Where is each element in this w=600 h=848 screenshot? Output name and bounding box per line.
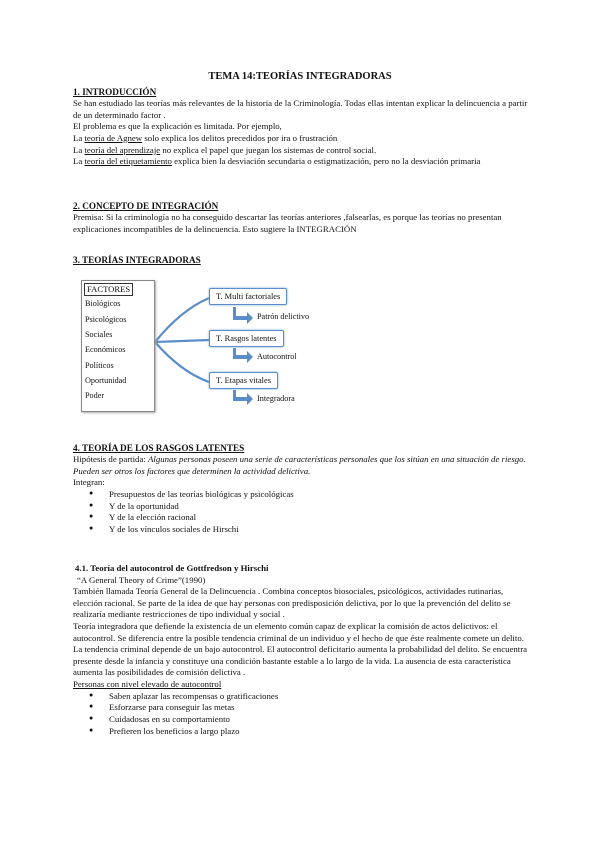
paragraph: El problema es que la explicación es limitada. Por ejemplo,: [73, 121, 282, 132]
factor-item: Sociales: [85, 329, 113, 339]
factor-item: Políticos: [85, 360, 114, 370]
factor-item: Biológicos: [85, 299, 121, 309]
theory-box-multifactoriales: T. Multi factoriales: [209, 288, 287, 305]
hypothesis: Hipótesis de partida: Algunas personas poseen una serie de características personales que los sitúan en una situación de riesgo. Pueden ser otros los factores que determinen la actividad delictiva.: [73, 454, 526, 476]
output-label: Autocontrol: [257, 352, 297, 361]
paragraph: La teoría del etiquetamiento explica bien la desviación secundaria o estigmatización, pero no la desviación primaria: [73, 156, 481, 167]
factors-box: [81, 280, 155, 412]
list-item: ● Prefieren los beneficios a largo plazo: [73, 726, 531, 738]
output-label: Integradora: [257, 394, 295, 403]
factor-item: Psicológicos: [85, 314, 127, 324]
subsection-heading: 4.1. Teoría del autocontrol de Gottfredson y Hirschi: [75, 563, 269, 573]
paragraph: Premisa: Si la criminología no ha conseguido descartar las teorías anteriores ,falsearlas, es porque las teorías no presentan explicaciones incompatibles de la delincuencia. Esto sugiere la INTEGRACIÓN: [73, 212, 502, 234]
theory-reference: teoría del aprendizaje: [84, 144, 161, 155]
autocontrol-list: [73, 691, 531, 737]
theory-reference: teoría del etiquetamiento: [84, 156, 172, 167]
page-title: TEMA 14:TEORÍAS INTEGRADORAS: [208, 71, 392, 82]
list-item: ● Presupuestos de las teorías biológicas y psicológicas: [73, 489, 531, 501]
output-label: Patrón delictivo: [257, 312, 310, 321]
paragraph: Se han estudiado las teorías más relevantes de la historia de la Criminología. Todas ellas intentan explicar la delincuencia a partir de un determinado factor .: [73, 98, 528, 120]
paragraph: Teoría integradora que defiende la existencia de un elemento común capaz de explicar la comisión de actos delictivos: el autocontrol. Se diferencia entre la posible tendencia criminal de un individuo y el hecho de que éste realmente comete un delito. La tendencia criminal depende de un bajo autocontrol. El autocontrol deficitario aumenta la probabilidad del delito. Se encuentra presente desde la infancia y constituye una condición bastante estable a lo largo de la vida. La ausencia de esta característica aumenta las posibilidades de comisión delictiva .: [73, 621, 528, 678]
paragraph: La teoría de Agnew solo explica los delitos precedidos por ira o frustración: [73, 132, 338, 143]
section-autocontrol: [73, 563, 531, 737]
list-item: ● Y de la oportunidad: [73, 501, 531, 513]
section-concepto: [73, 200, 531, 235]
factor-item: Poder: [85, 391, 105, 401]
section-rasgos-latentes: [73, 442, 531, 535]
section-heading: 1. INTRODUCCIÓN: [73, 87, 157, 97]
paragraph: La teoría del aprendizaje no explica el papel que juegan los sistemas de control social.: [73, 144, 377, 155]
factor-item: Oportunidad: [85, 375, 127, 385]
list-item: ● Esforzarse para conseguir las metas: [73, 702, 531, 714]
integran-label: Integran:: [73, 477, 105, 488]
section-heading: 4. TEORÍA DE LOS RASGOS LATENTES: [73, 443, 245, 453]
section-introduccion: [73, 86, 531, 168]
list-item: ● Y de los vínculos sociales de Hirschi: [73, 524, 531, 536]
factors-title: FACTORES: [84, 283, 133, 296]
list-item: ● Y de la elección racional: [73, 512, 531, 524]
book-title: “A General Theory of Crime”(1990): [77, 574, 206, 585]
theories-diagram: [81, 280, 381, 415]
theory-box-etapas-vitales: T. Etapas vitales: [209, 372, 278, 389]
section-heading: 3. TEORÍAS INTEGRADORAS: [73, 255, 201, 265]
list-item: ● Cuidadosas en su comportamiento: [73, 714, 531, 726]
paragraph: También llamada Teoría General de la Delincuencia . Combina conceptos biosociales, psicológicos, actividades rutinarias, elección racional. Se parte de la idea de que hay personas con predisposición delictiva, por lo que la prevención del delito se realizaría mediante restricciones de tipo individual y social .: [73, 586, 511, 620]
factor-item: Económicos: [85, 345, 126, 355]
section-heading: 2. CONCEPTO DE INTEGRACIÓN: [73, 201, 219, 211]
section-teorias: [73, 254, 201, 266]
theory-reference: teoría de Agnew: [84, 132, 143, 143]
integran-list: [73, 489, 531, 535]
subheading: Personas con nivel elevado de autocontrol: [73, 679, 222, 690]
theory-box-rasgos-latentes: T. Rasgos latentes: [209, 330, 284, 347]
list-item: ● Saben aplazar las recompensas o gratificaciones: [73, 691, 531, 703]
